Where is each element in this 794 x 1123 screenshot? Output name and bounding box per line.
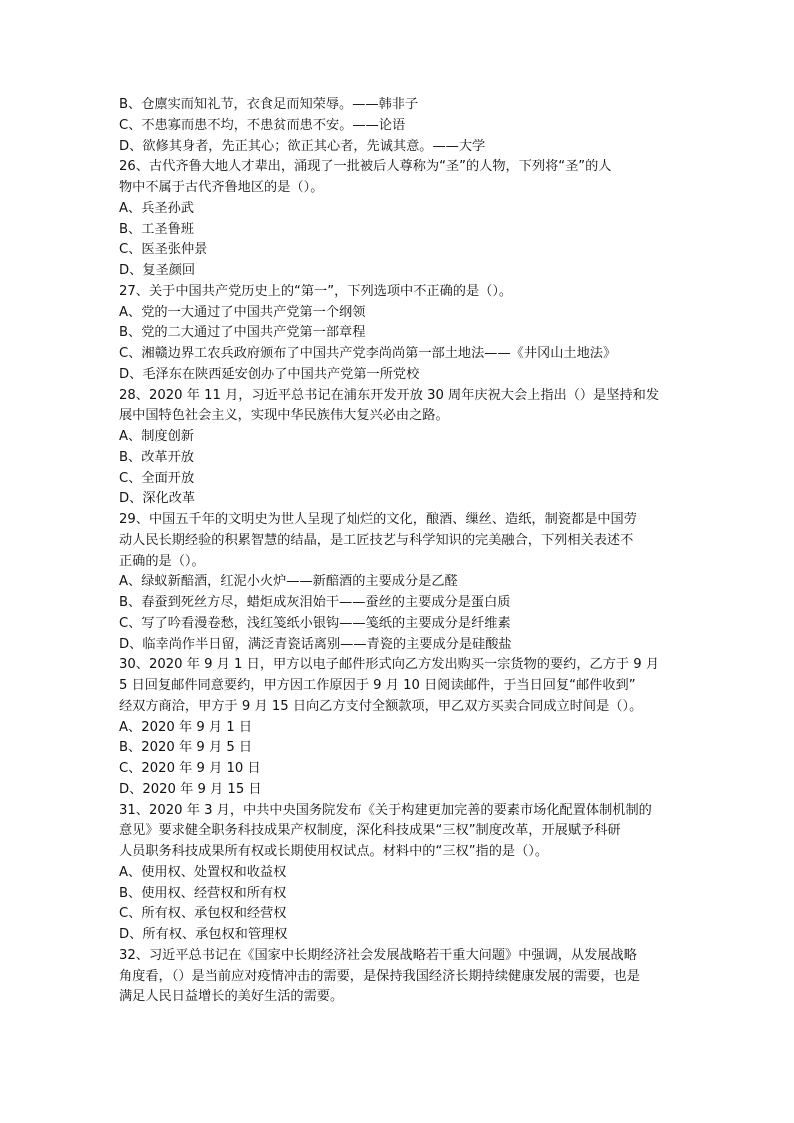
text-line: C、2020 年 9 月 10 日 <box>119 761 261 776</box>
text-line: 动人民长期经验的积累智慧的结晶，是工匠技艺与科学知识的完美融合，下列相关表述不 <box>119 532 634 548</box>
text-line: D、欲修其身者，先正其心；欲正其心者，先诚其意。——大学 <box>119 138 486 154</box>
text-line: 正确的是（）。 <box>119 553 205 569</box>
text-line: A、制度创新 <box>119 429 194 444</box>
text-line: 28、2020 年 11 月，习近平总书记在浦东开发开放 30 周年庆祝大会上指出（）是坚持和发 <box>119 387 660 403</box>
text-line: C、所有权、承包权和经营权 <box>119 906 287 922</box>
text-line: 人员职务科技成果所有权或长期使用权试点。材料中的“三权”指的是（）。 <box>119 844 549 859</box>
text-line: 展中国特色社会主义，实现中华民族伟大复兴必由之路。 <box>119 408 449 424</box>
text-line: B、改革开放 <box>119 449 194 465</box>
text-line: D、临幸尚作半日留，满泛青瓷话离别——青瓷的主要成分是硅酸盐 <box>119 636 512 652</box>
text-line: 26、古代齐鲁大地人才辈出，涌现了一批被后人尊称为“圣”的人物，下列将“圣”的人 <box>119 159 612 175</box>
text-line: D、所有权、承包权和管理权 <box>119 927 288 942</box>
text-line: C、全面开放 <box>119 470 195 486</box>
text-line: A、党的一大通过了中国共产党第一个纲领 <box>119 304 366 320</box>
text-line: A、2020 年 9 月 1 日 <box>119 719 253 735</box>
text-line: B、春蚕到死丝方尽，蜡炬成灰泪始干——蚕丝的主要成分是蛋白质 <box>119 595 511 610</box>
text-line: C、医圣张仲景 <box>119 242 208 258</box>
text-line: 物中不属于古代齐鲁地区的是（）。 <box>119 180 324 195</box>
text-line: D、2020 年 9 月 15 日 <box>119 781 262 797</box>
text-line: C、湘赣边界工农兵政府颁布了中国共产党李尚尚第一部土地法——《井冈山土地法》 <box>119 346 617 361</box>
text-line: 29、中国五千年的文明史为世人呈现了灿烂的文化，酿酒、缫丝、造纸，制瓷都是中国劳 <box>119 512 637 527</box>
text-line: B、使用权、经营权和所有权 <box>119 885 287 901</box>
text-line: 27、关于中国共产党历史上的“第一”，下列选项中不正确的是（）。 <box>119 283 513 299</box>
text-line: 角度看，（）是当前应对疫情冲击的需要，是保持我国经济长期持续健康发展的需要，也是 <box>119 968 640 984</box>
text-line: A、使用权、处置权和收益权 <box>119 864 287 880</box>
text-line: D、复圣颜回 <box>119 263 196 278</box>
text-line: B、党的二大通过了中国共产党第一部章程 <box>119 325 366 341</box>
text-line: 31、2020 年 3 月，中共中央国务院发布《关于构建更加完善的要素市场化配置体制机制的 <box>119 802 652 818</box>
text-line: B、工圣鲁班 <box>119 221 194 237</box>
text-line: B、仓廪实而知礼节，衣食足而知荣辱。——韩非子 <box>119 97 419 112</box>
text-line: 经双方商洽，甲方于 9 月 15 日向乙方支付全额款项，甲乙双方买卖合同成立时间是（）。 <box>119 698 643 714</box>
text-line: 意见》要求健全职务科技成果产权制度，深化科技成果“三权”制度改革，开展赋予科研 <box>119 823 621 839</box>
text-line: B、2020 年 9 月 5 日 <box>119 740 253 756</box>
text-line: 5 日回复邮件同意要约，甲方因工作原因于 9 月 10 日阅读邮件，于当日回复“邮件收到” <box>119 678 636 693</box>
document-page <box>119 95 679 1008</box>
text-line: D、深化改革 <box>119 491 196 507</box>
text-line: 30、2020 年 9 月 1 日，甲方以电子邮件形式向乙方发出购买一宗货物的要约，乙方于 9 月 <box>119 657 660 673</box>
text-line: C、写了吟看漫卷愁，浅红笺纸小银钩——笺纸的主要成分是纤维素 <box>119 615 511 631</box>
text-line: C、不患寡而患不均，不患贫而患不安。——论语 <box>119 117 406 133</box>
text-line: D、毛泽东在陕西延安创办了中国共产党第一所党校 <box>119 366 420 382</box>
text-line: A、兵圣孙武 <box>119 200 194 216</box>
text-line: A、绿蚁新醅酒，红泥小火炉——新醅酒的主要成分是乙醛 <box>119 574 458 590</box>
text-line: 32、习近平总书记在《国家中长期经济社会发展战略若干重大问题》中强调，从发展战略 <box>119 947 637 963</box>
text-line: 满足人民日益增长的美好生活的需要。 <box>119 989 344 1005</box>
